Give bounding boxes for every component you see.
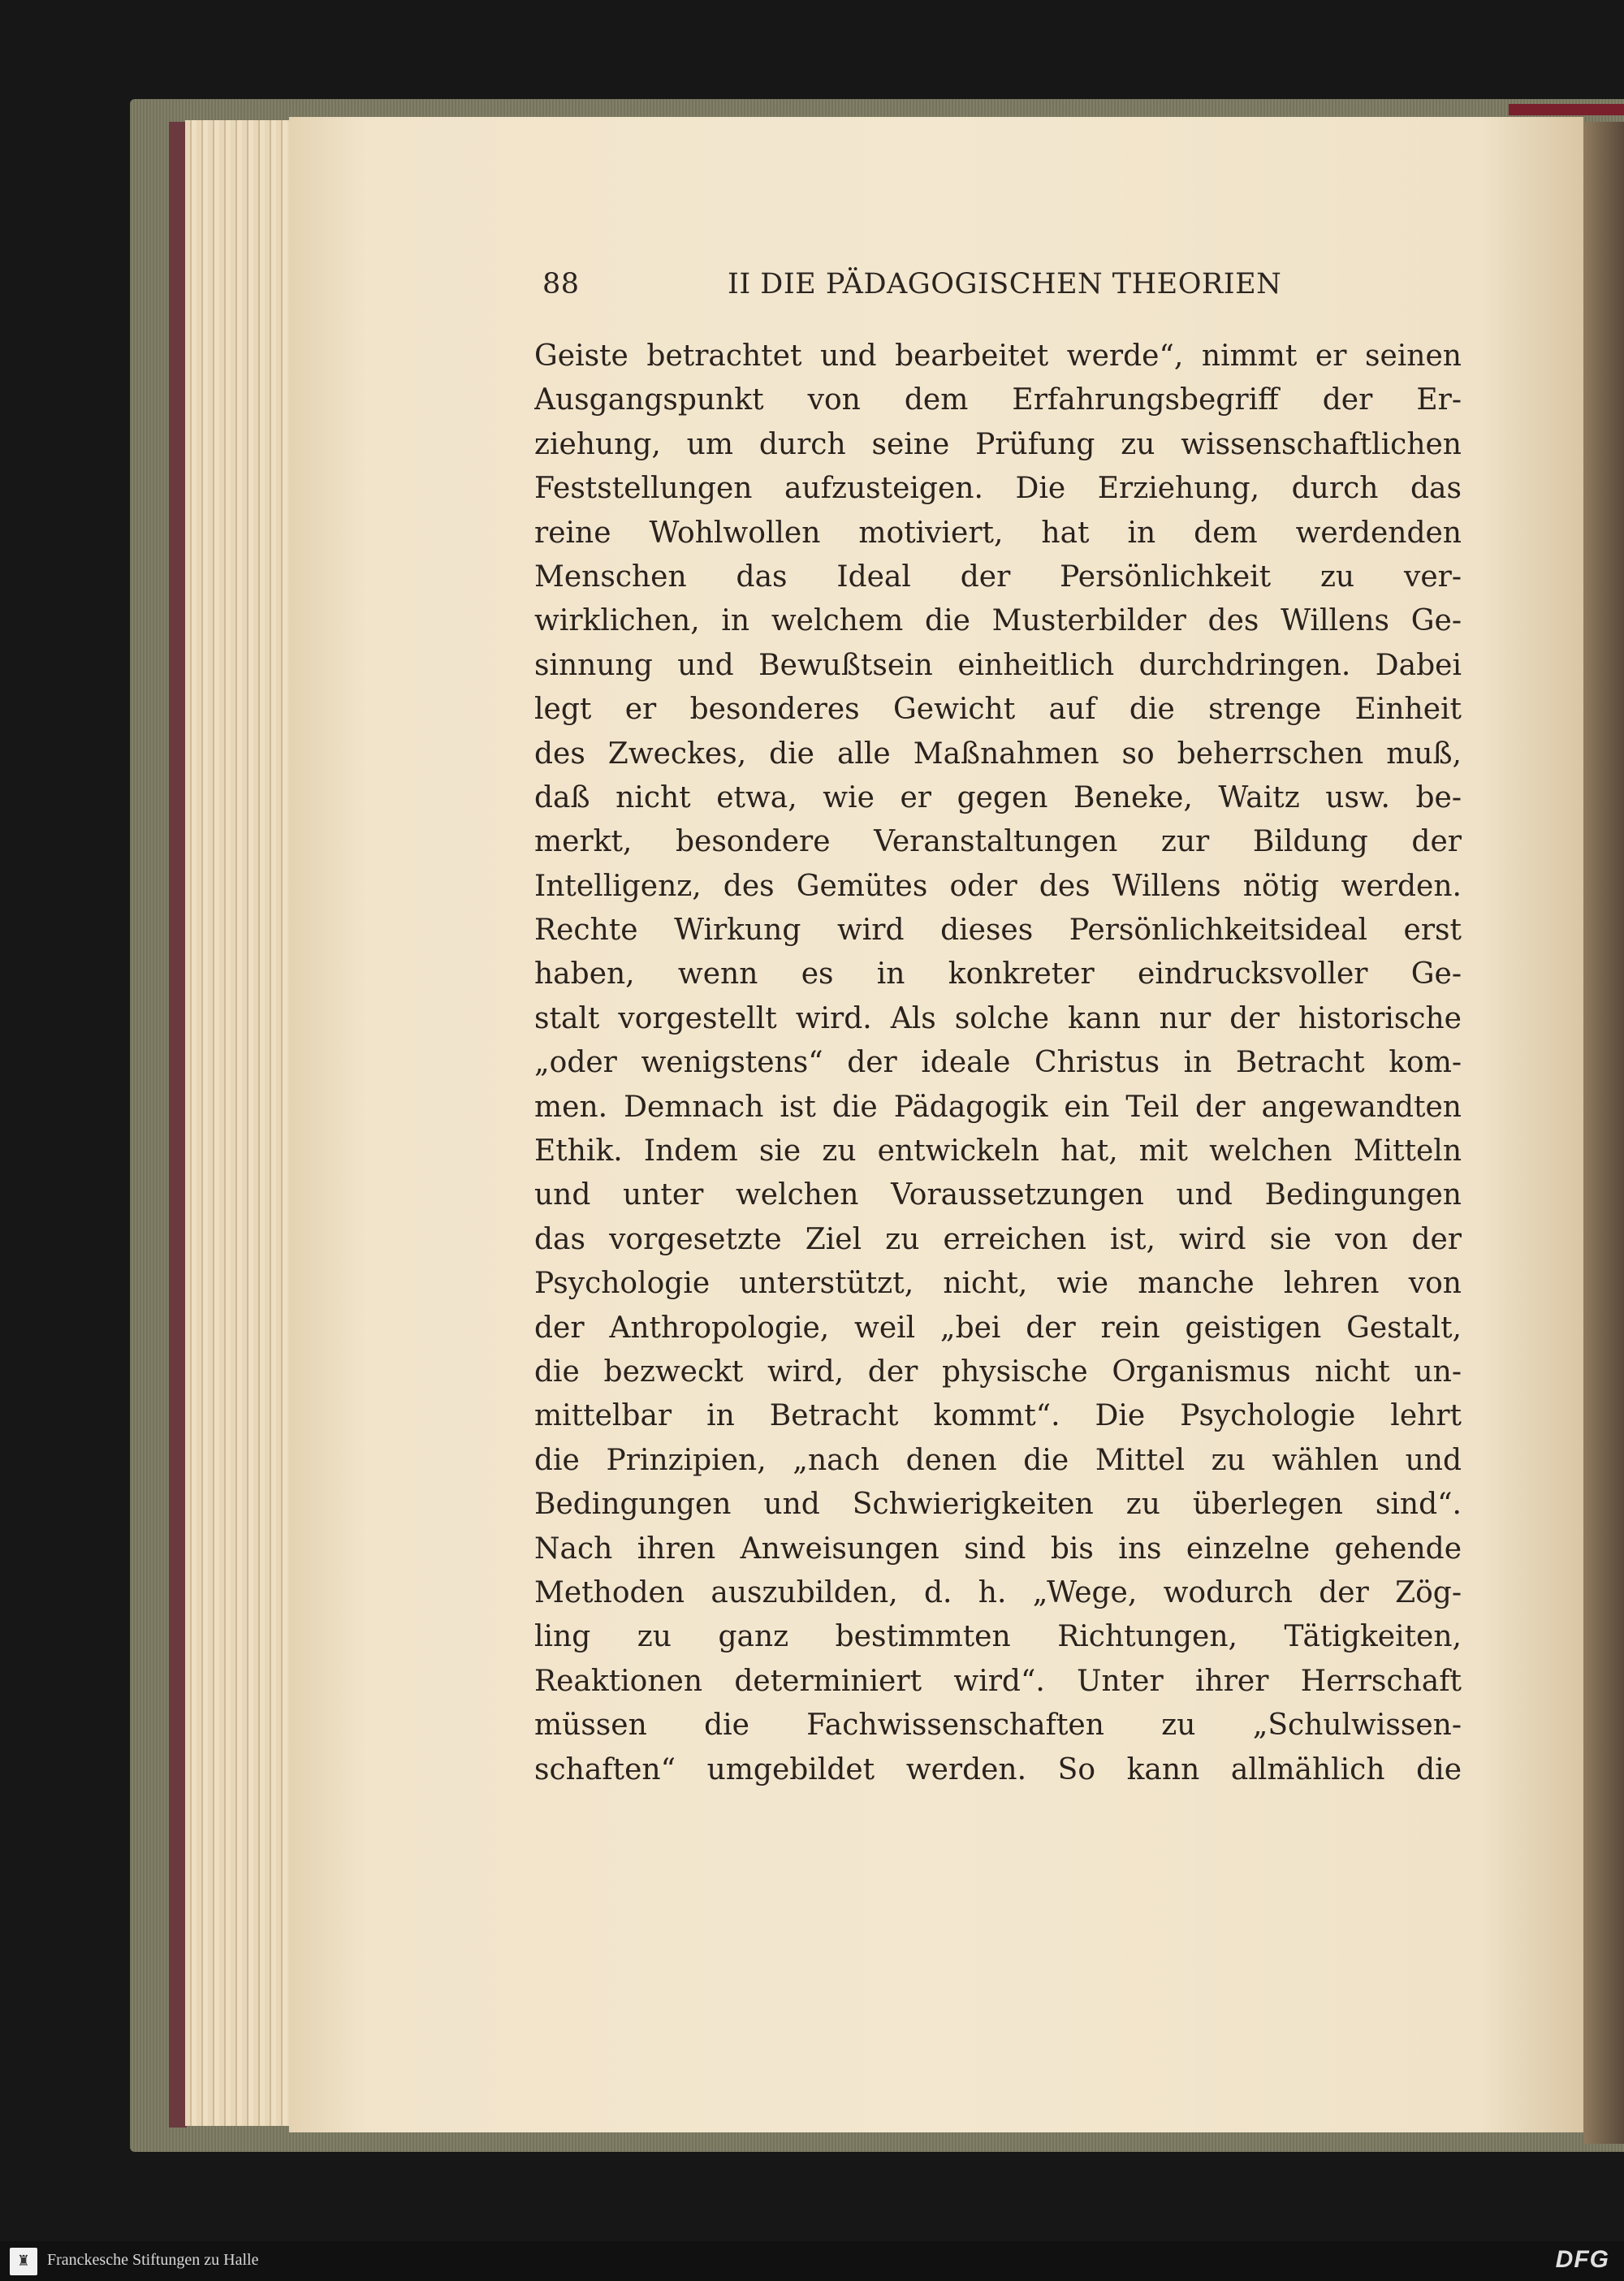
text-line: Ausgangspunkt von dem Erfahrungsbegriff der Er- xyxy=(534,383,1462,417)
text-line: Bedingungen und Schwierigkeiten zu überlegen sind“. xyxy=(534,1488,1462,1522)
text-line: reine Wohlwollen motiviert, hat in dem werdenden xyxy=(534,516,1462,550)
text-line: haben, wenn es in konkreter eindrucksvoller Ge- xyxy=(534,957,1462,991)
dfg-logo: DFG xyxy=(1555,2246,1609,2273)
cover-edge xyxy=(169,122,187,2128)
text-line: Intelligenz, des Gemütes oder des Willens nötig werden. xyxy=(534,869,1462,903)
book-gutter xyxy=(1583,122,1624,2144)
text-line: wirklichen, in welchem die Musterbilder des Willens Ge- xyxy=(534,604,1462,638)
text-line: Psychologie unterstützt, nicht, wie manche lehren von xyxy=(534,1267,1462,1301)
text-line: mittelbar in Betracht kommt“. Die Psychologie lehrt xyxy=(534,1399,1462,1433)
text-line: müssen die Fachwissenschaften zu „Schulwissen- xyxy=(534,1709,1462,1743)
text-line: stalt vorgestellt wird. Als solche kann nur der historische xyxy=(534,1001,1462,1035)
text-line: und unter welchen Voraussetzungen und Bedingungen xyxy=(534,1178,1462,1212)
text-line: des Zweckes, die alle Maßnahmen so beherrschen muß, xyxy=(534,737,1462,771)
institution-credit: Franckesche Stiftungen zu Halle xyxy=(47,2251,259,2269)
foundation-logo-icon: ♜ xyxy=(10,2248,37,2275)
page-number: 88 xyxy=(542,268,580,300)
text-line: men. Demnach ist die Pädagogik ein Teil der angewandten xyxy=(534,1090,1462,1124)
bookmark-ribbon xyxy=(1509,104,1624,115)
text-line: Ethik. Indem sie zu entwickeln hat, mit welchen Mitteln xyxy=(534,1134,1462,1169)
text-line: legt er besonderes Gewicht auf die strenge Einheit xyxy=(534,693,1462,727)
text-line: die bezweckt wird, der physische Organismus nicht un- xyxy=(534,1354,1462,1389)
viewer-footer xyxy=(0,2241,1624,2281)
text-line: Nach ihren Anweisungen sind bis ins einzelne gehende xyxy=(534,1531,1462,1566)
text-line: sinnung und Bewußtsein einheitlich durchdringen. Dabei xyxy=(534,648,1462,682)
text-line: ling zu ganz bestimmten Richtungen, Tätigkeiten, xyxy=(534,1620,1462,1654)
text-line: das vorgesetzte Ziel zu erreichen ist, wird sie von der xyxy=(534,1222,1462,1256)
text-line: der Anthropologie, weil „bei der rein geistigen Gestalt, xyxy=(534,1311,1462,1345)
text-line: Methoden auszubilden, d. h. „Wege, wodurch der Zög- xyxy=(534,1575,1462,1609)
running-head xyxy=(542,268,1291,309)
text-line: daß nicht etwa, wie er gegen Beneke, Waitz usw. be- xyxy=(534,780,1462,814)
text-line: Reaktionen determiniert wird“. Unter ihrer Herrschaft xyxy=(534,1664,1462,1698)
text-line: Rechte Wirkung wird dieses Persönlichkeitsideal erst xyxy=(534,914,1462,948)
body-text xyxy=(534,335,1462,1792)
text-line: Feststellungen aufzusteigen. Die Erziehung, durch das xyxy=(534,472,1462,506)
text-line: merkt, besondere Veranstaltungen zur Bildung der xyxy=(534,825,1462,859)
text-line: schaften“ umgebildet werden. So kann allmählich die xyxy=(534,1752,1462,1786)
page-edges xyxy=(185,120,292,2126)
text-line: „oder wenigstens“ der ideale Christus in Betracht kom- xyxy=(534,1046,1462,1080)
running-title: II DIE PÄDAGOGISCHEN THEORIEN xyxy=(728,268,1282,300)
text-line: ziehung, um durch seine Prüfung zu wissenschaftlichen xyxy=(534,427,1462,461)
text-line: Menschen das Ideal der Persönlichkeit zu ver- xyxy=(534,559,1462,594)
text-line: Geiste betrachtet und bearbeitet werde“, nimmt er seinen xyxy=(534,339,1462,373)
text-line: die Prinzipien, „nach denen die Mittel zu wählen und xyxy=(534,1443,1462,1477)
